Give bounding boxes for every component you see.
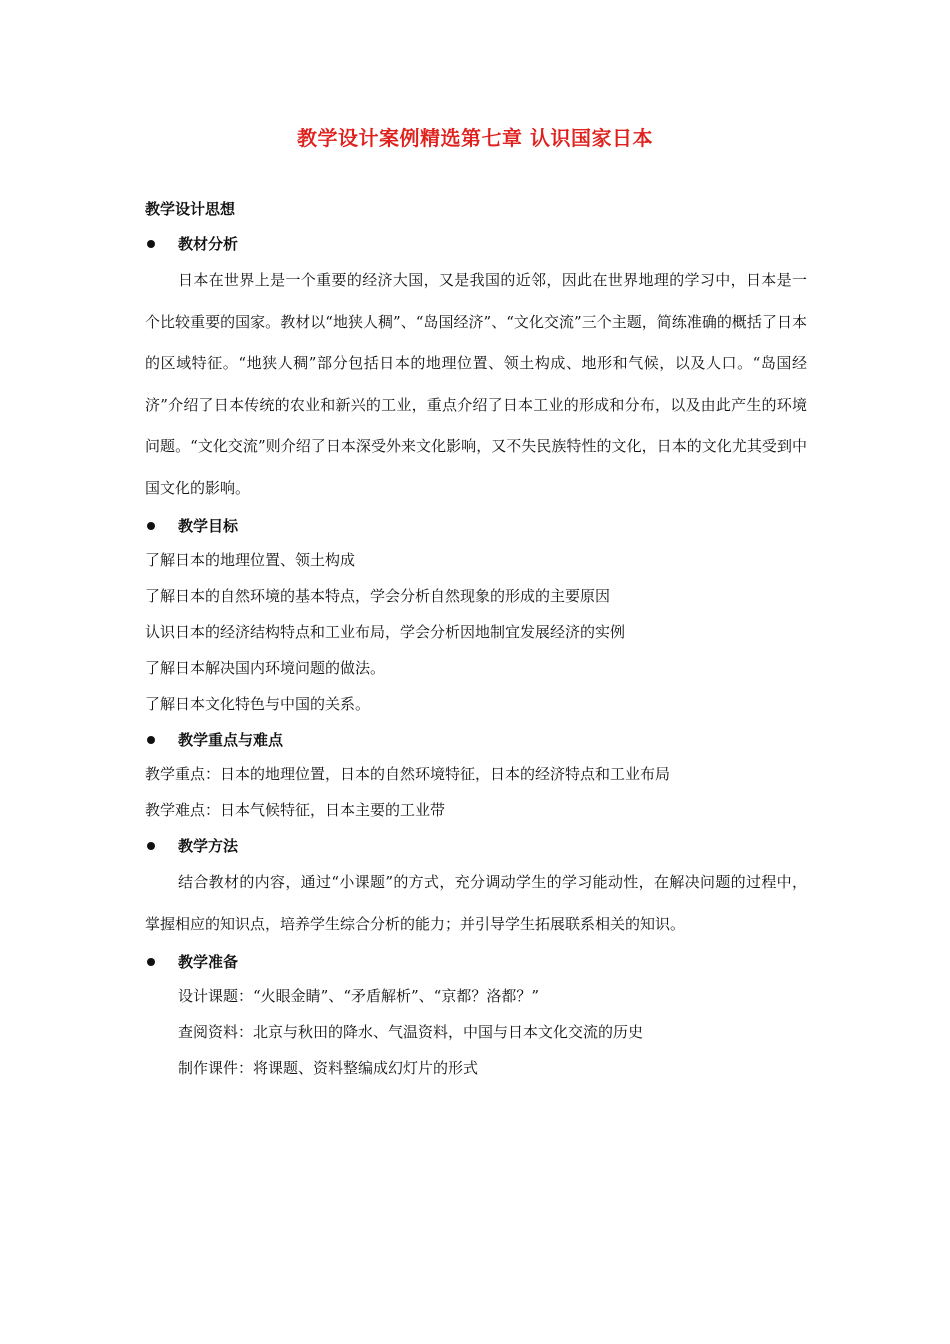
bullet-icon (147, 958, 155, 966)
bullet-icon (147, 522, 155, 530)
preparation-item: 查阅资料：北京与秋田的降水、气温资料，中国与日本文化交流的历史 (178, 1023, 644, 1041)
methods-paragraph: 结合教材的内容，通过“小课题”的方式，充分调动学生的学习能动性，在解决问题的过程中，掌握相应的知识点，培养学生综合分析的能力；并引导学生拓展联系相关的知识。 (145, 873, 807, 933)
analysis-paragraph: 日本在世界上是一个重要的经济大国，又是我国的近邻，因此在世界地理的学习中，日本是一个比较重要的国家。教材以“地狭人稠”、“岛国经济”、“文化交流”三个主题，简练准确的概括了日本的区域特征。“地狭人稠”部分包括日本的地理位置、领土构成、地形和气候，以及人口。“岛国经济”介绍了日本传统的农业和新兴的工业，重点介绍了日本工业的形成和分布，以及由此产生的环境问题。“文化交流”则介绍了日本深受外来文化影响，又不失民族特性的文化，日本的文化尤其受到中国文化的影响。 (145, 271, 807, 497)
document-title: 教学设计案例精选第七章 认识国家日本 (297, 126, 653, 150)
goal-item: 了解日本解决国内环境问题的做法。 (145, 659, 386, 677)
bullet-icon (147, 736, 155, 744)
preparation-item: 设计课题：“火眼金睛”、“矛盾解析”、“京都？洛都？” (178, 987, 540, 1005)
bullet-heading-key-points (145, 728, 807, 752)
heading-text: 教学目标 (178, 517, 239, 535)
goal-item: 认识日本的经济结构特点和工业布局，学会分析因地制宜发展经济的实例 (145, 623, 626, 641)
section-heading: 教学设计思想 (145, 200, 236, 218)
heading-text: 教学重点与难点 (178, 731, 284, 749)
heading-text: 教学准备 (178, 953, 239, 971)
bullet-heading-goals (145, 514, 807, 538)
bullet-heading-preparation (145, 950, 807, 974)
bullet-icon (147, 842, 155, 850)
key-point-item: 教学重点：日本的地理位置，日本的自然环境特征，日本的经济特点和工业布局 (145, 765, 671, 783)
goal-item: 了解日本文化特色与中国的关系。 (145, 695, 371, 713)
preparation-item: 制作课件：将课题、资料整编成幻灯片的形式 (178, 1059, 479, 1077)
goal-item: 了解日本的地理位置、领土构成 (145, 551, 356, 569)
bullet-heading-analysis (145, 232, 807, 256)
goal-item: 了解日本的自然环境的基本特点，学会分析自然现象的形成的主要原因 (145, 587, 611, 605)
heading-text: 教学方法 (178, 837, 239, 855)
heading-text: 教材分析 (178, 235, 239, 253)
bullet-icon (147, 240, 155, 248)
difficulty-item: 教学难点：日本气候特征，日本主要的工业带 (145, 801, 446, 819)
bullet-heading-methods (145, 834, 807, 858)
document-body (145, 197, 807, 1092)
